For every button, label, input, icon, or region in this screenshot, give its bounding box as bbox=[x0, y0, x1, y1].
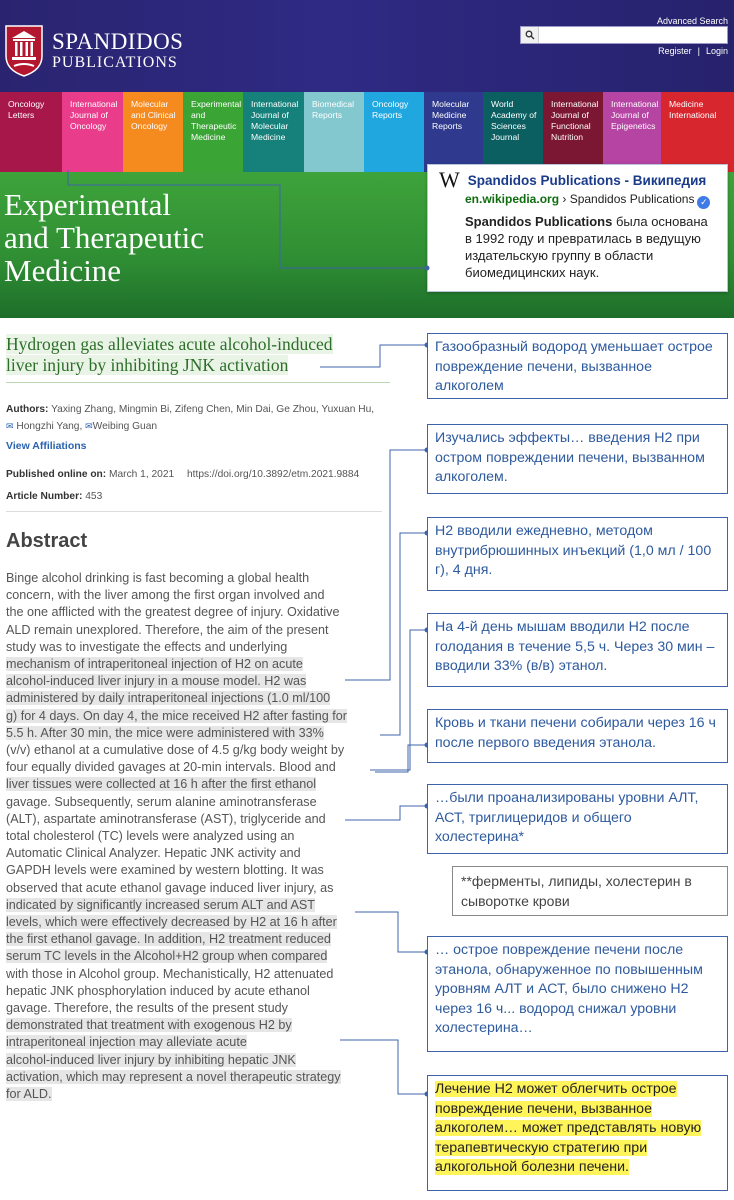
abstract-line bbox=[6, 708, 382, 725]
abstract-highlight: the first ethanol gavage. In addition, H2 treatment reduced bbox=[6, 932, 331, 947]
mail-icon: ✉ bbox=[6, 421, 14, 431]
abstract-highlight: alcohol-induced liver injury in a mouse model. H2 was bbox=[6, 674, 307, 689]
mail-icon: ✉ bbox=[85, 421, 93, 431]
callout-results: … острое повреждение печени после этанола, обнаруженное по повышенным уровням АЛТ и АСТ, было снижено H2 через 16 ч... водород снижал уровни холестерина… bbox=[427, 936, 728, 1052]
journal-tab-label: International Journal of Epigenetics bbox=[611, 99, 659, 131]
abstract-line: (v/v) ethanol at a cumulative dose of 4.5 g/kg body weight by bbox=[6, 743, 345, 758]
journal-title-line: and Therapeutic bbox=[4, 220, 204, 255]
callout-dosing: H2 вводили ежедневно, методом внутрибрюшинных инъекций (1,0 мл / 100 г), 4 дня. bbox=[427, 517, 728, 591]
abstract-line: with those in Alcohol group. Mechanistically, H2 attenuated bbox=[6, 966, 334, 981]
abstract-line: total cholesterol (TC) levels were analyzed using an bbox=[6, 829, 295, 844]
journal-tab-label: International Journal of Molecular Medicine bbox=[251, 99, 299, 142]
abstract-text bbox=[6, 570, 382, 1103]
journal-title-line: Experimental bbox=[4, 187, 171, 222]
callout-sample-collection: Кровь и ткани печени собирали через 16 ч после первого введения этанола. bbox=[427, 709, 728, 763]
article-number-value: 453 bbox=[85, 491, 103, 502]
article-number-label: Article Number: bbox=[6, 491, 83, 502]
login-link[interactable]: Login bbox=[705, 46, 728, 56]
journal-tab-label: Medicine International bbox=[669, 99, 717, 120]
title-divider bbox=[6, 382, 390, 383]
journal-title-line: Medicine bbox=[4, 253, 122, 288]
authors-list[interactable]: Yaxing Zhang, Mingmin Bi, Zifeng Chen, Min Dai, Ge Zhou, Yuxuan Hu, bbox=[51, 404, 375, 415]
abstract-line: (ALT), aspartate aminotransferase (AST), triglyceride and bbox=[6, 811, 326, 826]
published-label: Published online on: bbox=[6, 469, 107, 480]
journal-tab-label: International Journal of Functional Nutrition bbox=[551, 99, 599, 142]
journal-tab-experimental-therapeutic-medicine[interactable] bbox=[183, 92, 243, 172]
journal-title bbox=[4, 188, 264, 287]
abstract-line bbox=[6, 1069, 382, 1086]
journal-tab-biomedical-reports[interactable] bbox=[304, 92, 364, 172]
wiki-path: › Spandidos Publications bbox=[559, 192, 695, 206]
callout-title-translation: Газообразный водород уменьшает острое повреждение печени, вызванное алкоголем bbox=[427, 333, 728, 399]
journal-tab-molecular-clinical-oncology[interactable] bbox=[123, 92, 183, 172]
verified-check-icon: ✓ bbox=[697, 196, 710, 209]
abstract-line: study was to investigate the effects and underlying bbox=[6, 639, 288, 654]
journal-tab-medicine-international[interactable] bbox=[661, 92, 734, 172]
abstract-highlight: for ALD. bbox=[6, 1087, 52, 1102]
abstract-highlight: 5.5 h. After 30 min, the mice were administered with 33% bbox=[6, 725, 324, 740]
callout-serum-analysis: …были проанализированы уровни АЛТ, АСТ, триглицеридов и общего холестерина* bbox=[427, 784, 728, 854]
wiki-title: Spandidos Publications - Википедия bbox=[467, 172, 707, 188]
article-title-line: Hydrogen gas alleviates acute alcohol-induced bbox=[6, 334, 333, 354]
abstract-line: Automatic Clinical Analyzer. Hepatic JNK activity and bbox=[6, 846, 301, 861]
abstract-divider bbox=[6, 511, 382, 512]
search-button[interactable] bbox=[521, 27, 539, 43]
abstract-line: the one afflicted with the greatest degree of injury. Oxidative bbox=[6, 605, 340, 620]
journal-tab-label: Experimental and Therapeutic Medicine bbox=[191, 99, 242, 142]
wikipedia-logo-icon: W bbox=[439, 167, 460, 192]
brand-logo-text[interactable] bbox=[52, 30, 183, 71]
journal-tab-label: Oncology Letters bbox=[8, 99, 45, 120]
register-link[interactable]: Register bbox=[658, 46, 692, 56]
spandidos-shield-logo-icon[interactable] bbox=[4, 22, 44, 78]
wiki-domain: en.wikipedia.org bbox=[465, 192, 560, 206]
journal-tab-molecular-medicine-reports[interactable] bbox=[424, 92, 483, 172]
abstract-highlight: levels, which were effectively decreased by H2 at 16 h after bbox=[6, 915, 337, 930]
wiki-header[interactable] bbox=[439, 167, 717, 192]
abstract-highlight: intraperitoneal injection may alleviate acute bbox=[6, 1035, 247, 1050]
journal-tab-label: World Academy of Sciences Journal bbox=[491, 99, 537, 142]
abstract-heading: Abstract bbox=[6, 530, 88, 552]
site-header bbox=[0, 0, 734, 92]
abstract-highlight: administered by daily intraperitoneal injections (1.0 ml/100 bbox=[6, 691, 331, 706]
journal-tab-oncology-reports[interactable] bbox=[364, 92, 424, 172]
abstract-line bbox=[6, 673, 382, 690]
journal-tab-label: International Journal of Oncology bbox=[70, 99, 118, 131]
connector-blood bbox=[375, 745, 427, 772]
advanced-search-link[interactable]: Advanced Search bbox=[656, 16, 728, 26]
journal-tab-label: Oncology Reports bbox=[372, 99, 409, 120]
abstract-line bbox=[6, 1034, 382, 1051]
journal-tab-international-journal-of-oncology[interactable] bbox=[62, 92, 123, 172]
account-links bbox=[658, 46, 728, 56]
article-title bbox=[6, 334, 378, 376]
journal-tab-label: Biomedical Reports bbox=[312, 99, 355, 120]
authors-block bbox=[6, 402, 390, 435]
wiki-summary bbox=[465, 213, 717, 281]
journal-tab-epigenetics[interactable] bbox=[603, 92, 661, 172]
abstract-line: Binge alcohol drinking is fast becoming a global health bbox=[6, 571, 310, 585]
view-affiliations-link[interactable]: View Affiliations bbox=[6, 440, 87, 452]
article-number bbox=[6, 491, 102, 502]
abstract-line: observed that acute ethanol gavage induced liver injury, as bbox=[6, 880, 334, 895]
doi-link[interactable]: https://doi.org/10.3892/etm.2021.9884 bbox=[187, 469, 360, 480]
wiki-subject: Spandidos Publications bbox=[465, 214, 613, 229]
abstract-line bbox=[6, 914, 382, 931]
abstract-highlight: liver tissues were collected at 16 h after the first ethanol bbox=[6, 777, 317, 792]
wiki-url[interactable] bbox=[465, 192, 717, 209]
footnote-box: **ферменты, липиды, холестерин в сыворотке крови bbox=[452, 866, 728, 916]
abstract-line: gavage. Therefore, the results of the present study bbox=[6, 1001, 288, 1016]
abstract-highlight: indicated by significantly increased serum ALT and AST bbox=[6, 897, 315, 912]
published-date: March 1, 2021 bbox=[109, 469, 175, 480]
abstract-highlight: demonstrated that treatment with exogenous H2 by bbox=[6, 1018, 292, 1033]
search-box bbox=[520, 26, 728, 44]
abstract-line bbox=[6, 725, 382, 742]
search-input[interactable] bbox=[540, 27, 727, 43]
journal-tab-international-journal-molecular-medicine[interactable] bbox=[243, 92, 304, 172]
abstract-line: gavage. Subsequently, serum alanine aminotransferase bbox=[6, 794, 317, 809]
wiki-summary-text: была основана в 1992 году и превратилась в ведущую издательскую группу в области биомедицинских наук. bbox=[465, 214, 708, 280]
abstract-line: GAPDH levels were examined by western blotting. It was bbox=[6, 863, 324, 878]
journal-tabs bbox=[0, 92, 734, 172]
abstract-highlight: g) for 4 days. On day 4, the mice received H2 after fasting for bbox=[6, 708, 347, 723]
brand-line-2: PUBLICATIONS bbox=[52, 54, 178, 71]
abstract-line bbox=[6, 1017, 382, 1034]
abstract-highlight: mechanism of intraperitoneal injection of H2 on acute bbox=[6, 657, 303, 672]
journal-tab-functional-nutrition[interactable] bbox=[543, 92, 603, 172]
author-weibing-guan[interactable]: Weibing Guan bbox=[92, 421, 158, 432]
journal-tab-oncology-letters[interactable] bbox=[0, 92, 62, 172]
abstract-line bbox=[6, 690, 382, 707]
callout-conclusion bbox=[427, 1075, 728, 1191]
abstract-line bbox=[6, 897, 382, 914]
author-hongzhi-yang[interactable]: Hongzhi Yang, bbox=[16, 421, 83, 432]
abstract-line bbox=[6, 776, 382, 793]
journal-tab-label: Molecular and Clinical Oncology bbox=[131, 99, 176, 131]
abstract-line bbox=[6, 656, 382, 673]
wikipedia-snippet-card bbox=[427, 164, 728, 292]
abstract-highlight: serum TC levels in the Alcohol+H2 group when compared bbox=[6, 949, 328, 964]
article-title-line: liver injury by inhibiting JNK activation bbox=[6, 355, 289, 375]
abstract-line: hepatic JNK phosphorylation induced by acute ethanol bbox=[6, 983, 310, 998]
publication-info bbox=[6, 469, 359, 480]
search-icon bbox=[525, 30, 535, 40]
abstract-line bbox=[6, 948, 382, 965]
abstract-line: ALD remain unexplored. Therefore, the aim of the present bbox=[6, 622, 329, 637]
callout-conclusion-text: Лечение H2 может облегчить острое повреждение печени, вызванное алкоголем… может представлять новую терапевтическую стратегию при алкогольной болезни печени. bbox=[435, 1081, 702, 1175]
connector-dosing bbox=[380, 533, 427, 735]
abstract-highlight: alcohol-induced liver injury by inhibiting hepatic JNK bbox=[6, 1052, 296, 1067]
abstract-line bbox=[6, 931, 382, 948]
authors-label: Authors: bbox=[6, 404, 49, 415]
journal-tab-label: Molecular Medicine Reports bbox=[432, 99, 470, 131]
abstract-line: concern, with the liver among the first organ involved and bbox=[6, 588, 325, 603]
callout-study-aim: Изучались эффекты… введения H2 при остром повреждении печени, вызванном алкоголем. bbox=[427, 424, 728, 494]
callout-fasting-ethanol: На 4-й день мышам вводили H2 после голодания в течение 5,5 ч. Через 30 мин – вводили 33% (в/в) этанол. bbox=[427, 613, 728, 687]
abstract-highlight: activation, which may represent a novel therapeutic strategy bbox=[6, 1069, 341, 1084]
abstract-line bbox=[6, 1052, 382, 1069]
journal-tab-world-academy-sciences[interactable] bbox=[483, 92, 543, 172]
abstract-line: four equally divided gavages at 20-min intervals. Blood and bbox=[6, 760, 336, 775]
abstract-line bbox=[6, 1086, 382, 1103]
link-separator: | bbox=[697, 46, 700, 56]
brand-line-1: SPANDIDOS bbox=[52, 29, 184, 54]
